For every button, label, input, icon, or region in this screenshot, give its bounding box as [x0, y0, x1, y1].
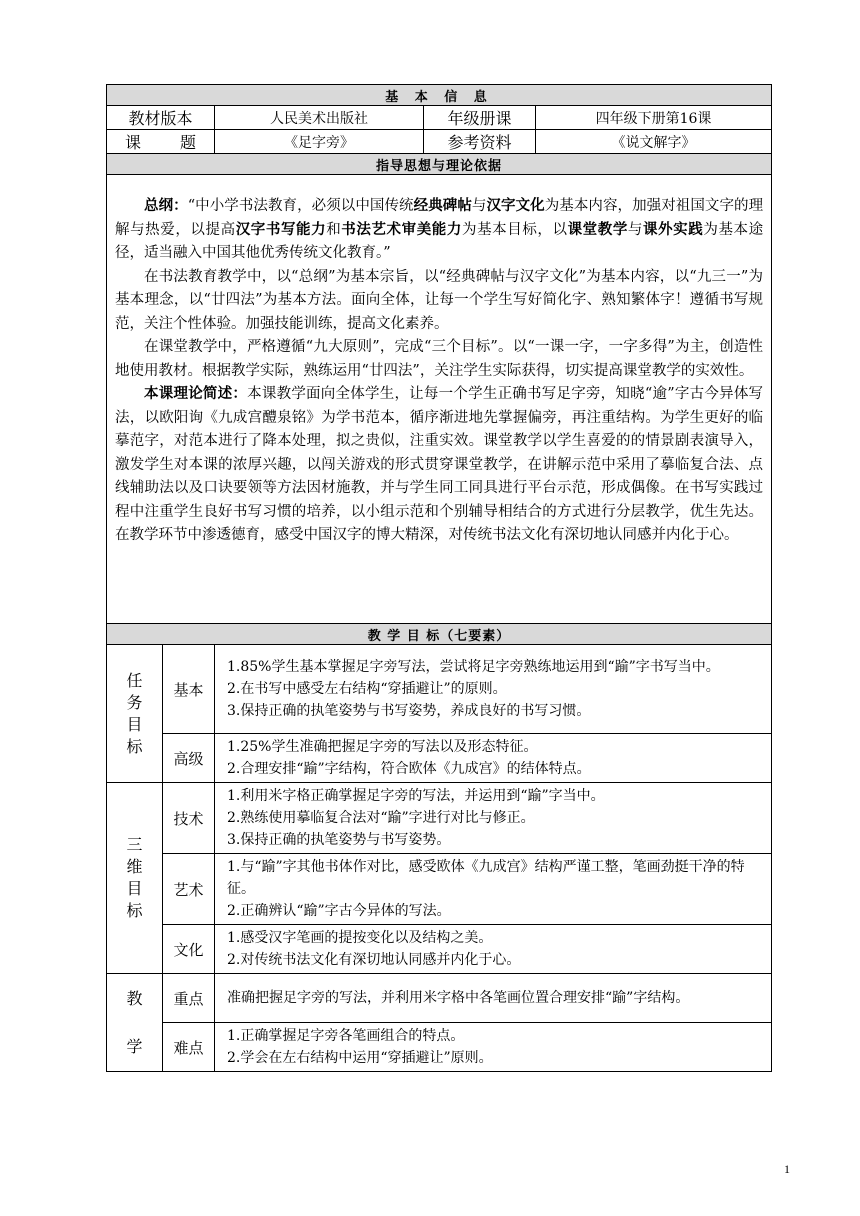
teaching-label: 教 学 [107, 974, 163, 1072]
basic-info-heading: 基 本 信 息 [107, 85, 772, 106]
list-item: 1.感受汉字笔画的提按变化以及结构之美。 [227, 930, 493, 946]
key-point-text [215, 974, 772, 1023]
reference-value: 《说文解字》 [536, 130, 772, 154]
advanced-goal-list [215, 734, 772, 783]
task-goals-label: 任 务 目 标 [107, 645, 163, 783]
list-item: 1.25%学生准确把握足字旁的写法以及形态特征。 [227, 739, 538, 755]
guiding-thought-body [107, 175, 772, 624]
list-item: 3.保持正确的执笔姿势与书写姿势，养成良好的书写习惯。 [227, 703, 591, 719]
list-item: 准确把握足字旁的写法，并利用米字格中各笔画位置合理安排“踰”字结构。 [227, 990, 690, 1006]
basic-goal-list [215, 645, 772, 734]
art-goal-list [215, 854, 772, 925]
list-item: 1.85%学生基本掌握足字旁写法，尝试将足字旁熟练地运用到“踰”字书写当中。 [227, 659, 720, 675]
guiding-thought-heading: 指导思想与理论依据 [107, 154, 772, 175]
list-item: 1.正确掌握足字旁各笔画组合的特点。 [227, 1028, 465, 1044]
advanced-level-label: 高级 [163, 734, 215, 783]
culture-goal-list [215, 925, 772, 974]
basic-level-label: 基本 [163, 645, 215, 734]
textbook-label: 教材版本 [107, 106, 215, 130]
art-label: 艺术 [163, 854, 215, 925]
teaching-goals-heading: 教 学 目 标（七要素） [107, 624, 772, 645]
difficulty-list [215, 1023, 772, 1072]
list-item: 3.保持正确的执笔姿势与书写姿势。 [227, 832, 451, 848]
key-point-label: 重点 [163, 974, 215, 1023]
list-item: 1.与“踰”字其他书体作对比，感受欧体《九成宫》结构严谨工整，笔画劲挺干净的特征。 [227, 859, 745, 897]
list-item: 2.学会在左右结构中运用“穿插避让”原则。 [227, 1050, 493, 1066]
textbook-value: 人民美术出版社 [215, 106, 424, 130]
technique-label: 技术 [163, 783, 215, 854]
list-item: 2.正确辨认“踰”字古今异体的写法。 [227, 903, 451, 919]
three-dimension-goals-label: 三 维 目 标 [107, 783, 163, 974]
classroom-paragraph: 在课堂教学中，严格遵循“九大原则”，完成“三个目标”。以“一课一字，一字多得”为主，创造性地使用教材。根据教学实际，熟练运用“廿四法”，关注学生实际获得，切实提高课堂教学的实效性。 [115, 339, 764, 379]
grade-value: 四年级下册第16课 [536, 106, 772, 130]
grade-label: 年级册课 [424, 106, 536, 130]
lesson-plan-table [106, 84, 772, 1072]
difficulty-label: 难点 [163, 1023, 215, 1072]
list-item: 2.对传统书法文化有深切地认同感并内化于心。 [227, 952, 521, 968]
topic-value: 《足字旁》 [215, 130, 424, 154]
lesson-plan-sheet [106, 84, 771, 1072]
list-item: 1.利用米字格正确掌握足字旁的写法，并运用到“踰”字当中。 [227, 788, 605, 804]
technique-goal-list [215, 783, 772, 854]
teaching-principle-paragraph: 在书法教育教学中，以“总纲”为基本宗旨，以“经典碑帖与汉字文化”为基本内容，以“九三一”为基本理念，以“廿四法”为基本方法。面向全体，让每一个学生写好简化字、熟知繁体字！遵循书写规范，关注个性体验。加强技能训练，提高文化素养。 [115, 268, 764, 332]
topic-label: 课题 [107, 130, 215, 154]
reference-label: 参考资料 [424, 130, 536, 154]
page-number: 1 [784, 1162, 790, 1176]
lesson-theory-paragraph: 本课理论简述：本课教学面向全体学生，让每一个学生正确书写足字旁，知晓“逾”字古今异体写法，以欧阳询《九成宫醴泉铭》为学书范本，循序渐进地先掌握偏旁，再注重结构。为学生更好的临摹范字，对范本进行了降本处理，拟之贵似，注重实效。课堂教学以学生喜爱的的情景剧表演导入，激发学生对本课的浓厚兴趣，以闯关游戏的形式贯穿课堂教学，在讲解示范中采用了摹临复合法、点线辅助法以及口诀要领等方法因材施教，并与学生同工同具进行平台示范，形成偶像。在书写实践过程中注重学生良好书写习惯的培养，以小组示范和个别辅导相结合的方式进行分层教学，优生先达。在教学环节中渗透德育，感受中国汉字的博大精深，对传统书法文化有深切地认同感并内化于心。 [115, 386, 764, 543]
list-item: 2.合理安排“踰”字结构，符合欧体《九成宫》的结体特点。 [227, 761, 591, 777]
list-item: 2.在书写中感受左右结构“穿插避让”的原则。 [227, 681, 507, 697]
general-outline-paragraph: 总纲：“中小学书法教育，必须以中国传统经典碑帖与汉字文化为基本内容，加强对祖国文字的理解与热爱，以提高汉字书写能力和书法艺术审美能力为基本目标，以课堂教学与课外实践为基本途径，适当融入中国其他优秀传统文化教育。” [115, 198, 764, 261]
culture-label: 文化 [163, 925, 215, 974]
list-item: 2.熟练使用摹临复合法对“踰”字进行对比与修正。 [227, 810, 535, 826]
